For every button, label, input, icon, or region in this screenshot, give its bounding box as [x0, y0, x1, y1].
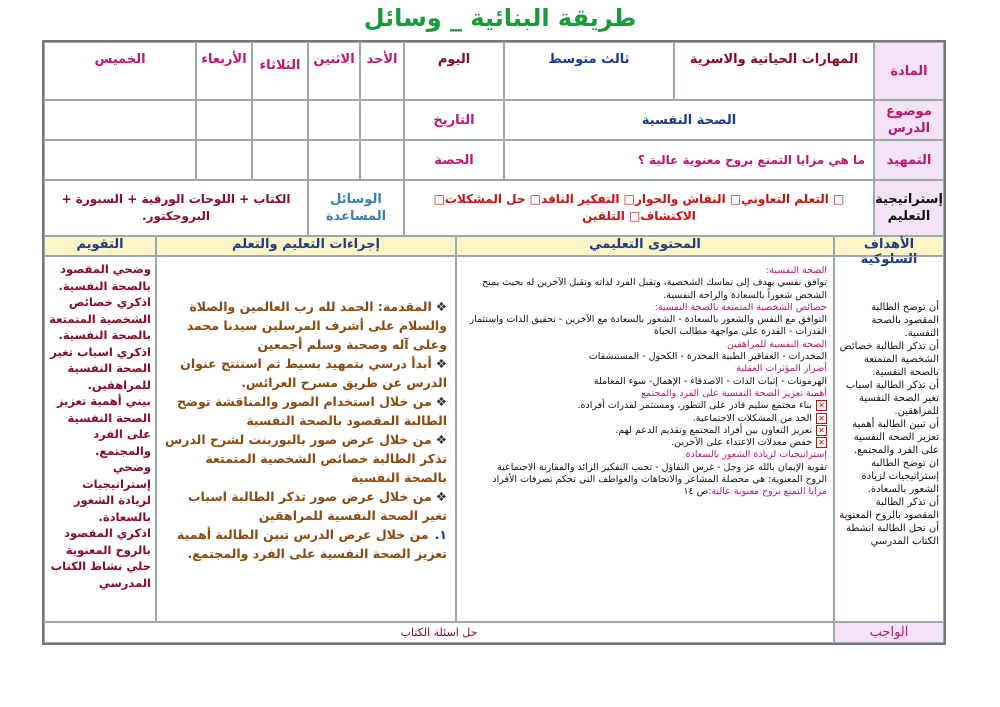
- col-content-header: المحتوى التعليمي: [456, 236, 834, 256]
- content-heading: خصائص الشخصية المتمتعة بالصحة النفسية:: [654, 301, 827, 313]
- evaluation-item: وضحي إستراتيجيات لزيادة الشعور بالسعادة.: [73, 460, 151, 524]
- period-cell-monday: [308, 140, 360, 180]
- lesson-plan-sheet: [42, 40, 946, 645]
- content-list-item: ✕بناء مجتمع سليم قادر على التطور، ومستثمر لقدرات أفراده.: [463, 400, 827, 412]
- diamond-bullet-icon: ❖: [435, 394, 447, 409]
- procedure-item: ❖من خلال عرض صور تذكر الطالبة اسباب تغير الصحة النفسية للمراهقين: [187, 489, 447, 523]
- objective-item: أن تحل الطالبة انشطة الكتاب المدرسي: [845, 523, 939, 547]
- content-list-item: ✕الحد من المشكلات الاجتماعية.: [463, 413, 827, 425]
- content-paragraph: التوافق مع النفس والشعور بالسعادة - الشعور بالسعادة مع الآخرين - تحقيق الذات واستثمار القدرات - القدرة على مواجهة مطالب الحياة: [469, 314, 827, 338]
- objective-item: أن تبين الطالبة أهمية تعزيز الصحة النفسية على الفرد والمجتمع.: [852, 419, 939, 456]
- evaluation-item: اذكري خصائص الشخصية المتمتعة بالصحة النفسية.: [49, 295, 151, 342]
- period-cell-tuesday: [252, 140, 308, 180]
- content-paragraph: الهرمونات - إثبات الذات - الاصدقاء - الإهمال- سوء المعاملة: [593, 375, 827, 387]
- content-paragraph: الروح المعنوية: هي محصلة المشاعر والاتجاهات والعواطف التي تحكم تصرفات الأفراد: [492, 474, 827, 486]
- intro-value: ما هي مزايا التمتع بروح معنوية عالية ؟: [504, 140, 874, 180]
- diamond-bullet-icon: ❖: [435, 356, 447, 371]
- day-wednesday: الأربعاء: [196, 42, 252, 100]
- day-label: اليوم: [404, 42, 504, 100]
- objective-item: أن توضح الطالبة المقصود بالصحة النفسية.: [871, 302, 939, 339]
- homework-value: حل اسئلة الكتاب: [44, 622, 834, 643]
- evaluation-cell: [44, 256, 156, 622]
- checkbox-icon: ✕: [816, 400, 827, 411]
- procedure-item: ❖أبدأ درسي بتمهيد بسيط ثم استنتج عنوان الدرس عن طريق مسرح العرائس.: [180, 356, 447, 390]
- evaluation-item: بيني أهمية تعزيز الصحة النفسية على الفرد والمجتمع.: [56, 394, 151, 458]
- diamond-bullet-icon: ❖: [435, 489, 447, 504]
- col-evaluation-header: التقويم: [44, 236, 156, 256]
- date-label: التاريخ: [404, 100, 504, 140]
- aids-value: الكتاب + اللوحات الورقية + السبورة + البروجكتور.: [44, 180, 308, 236]
- day-monday: الاثنين: [308, 42, 360, 100]
- objective-item: أن تذكر الطالبة المقصود بالروح المعنوية: [839, 497, 939, 521]
- procedure-item: ١.من خلال عرض الدرس تبين الطالبة أهمية تعزيز الصحة النفسية على الفرد والمجتمع.: [177, 527, 447, 561]
- objective-item: أن تذكر الطالبة خصائص الشخصية المتمتعة بالصحة النفسية.: [839, 341, 939, 378]
- procedure-item: ❖من خلال استخدام الصور والمناقشة توضح الطالبة المقصود بالصحة النفسية: [176, 394, 447, 428]
- topic-value: الصحة النفسية: [504, 100, 874, 140]
- evaluation-item: اذكري اسباب تغير الصحة النفسية للمراهقين.: [50, 344, 151, 392]
- content-paragraph: مزايا التمتع بروح معنوية عالية:ص ١٤: [683, 486, 827, 498]
- evaluation-item: وضحي المقصود بالصحة النفسية.: [58, 262, 151, 293]
- day-tuesday: الثلاثاء: [252, 42, 308, 100]
- period-cell-wednesday: [196, 140, 252, 180]
- period-cell-sunday: [360, 140, 404, 180]
- evaluation-item: اذكري المقصود بالروح المعنوية: [64, 526, 151, 557]
- topic-label: موضوع الدرس: [874, 100, 944, 140]
- procedure-item: ❖من خلال عرض صور بالبوربنت لشرح الدرس تذكر الطالبة خصائص الشخصية المتمتعة بالصحة النفسية: [165, 432, 447, 485]
- period-cell-thursday: [44, 140, 196, 180]
- evaluation-item: حلي نشاط الكتاب المدرسي: [50, 559, 151, 590]
- content-paragraph: توافق نفسي يهدف إلى تماسك الشخصية، وتقبل الفرد لذاته وتقبل الآخرين له بحيث يمنح الشخص شعوراً بالسعادة والراحة النفسية.: [482, 277, 827, 301]
- subject-value: المهارات الحياتية والاسرية: [674, 42, 874, 100]
- diamond-bullet-icon: ❖: [435, 299, 447, 314]
- content-list-item: ✕خفض معدلات الاعتداء على الآخرين.: [463, 437, 827, 449]
- checkbox-icon: ✕: [816, 413, 827, 424]
- grade-value: ثالث متوسط: [504, 42, 674, 100]
- procedures-cell: [156, 256, 456, 622]
- intro-label: التمهيد: [874, 140, 944, 180]
- objective-item: أن تذكر الطالبة اسباب تغير الصحة النفسية للمراهقين.: [845, 380, 939, 417]
- period-label: الحصة: [404, 140, 504, 180]
- date-cell-tuesday: [252, 100, 308, 140]
- content-paragraph: تقوية الإيمان بالله عز وجل - غرس التفاؤل - تجنب التفكير الزائد والمقارنة الاجتماعية: [497, 461, 827, 473]
- col-procedures-header: إجراءات التعليم والتعلم: [156, 236, 456, 256]
- content-cell: [456, 256, 834, 622]
- checkbox-icon: ✕: [816, 425, 827, 436]
- content-heading: الصحة النفسية:: [766, 265, 827, 276]
- page-title: طريقة البنائية _ وسائل: [363, 4, 637, 32]
- content-heading: أضرار المؤثرات العقلية: [736, 363, 827, 375]
- date-cell-wednesday: [196, 100, 252, 140]
- day-sunday: الأحد: [360, 42, 404, 100]
- objective-item: ان توضح الطالبة إستراتيجيات لزيادة الشعور بالسعادة.: [861, 458, 939, 495]
- content-list-item: ✕تعزيز التعاون بين أفراد المجتمع وتقديم الدعم لهم.: [463, 425, 827, 437]
- content-paragraph: المخدرات - العقاقير الطبية المخدرة - الكحول - المستنشقات: [588, 351, 827, 363]
- strategy-options: □ التعلم التعاوني□ النقاش والحوار□ التفكير الناقد□ حل المشكلات□ الاكتشاف□ التلقين: [404, 180, 874, 236]
- diamond-bullet-icon: ❖: [435, 432, 447, 447]
- date-cell-thursday: [44, 100, 196, 140]
- col-objectives-header: الأهداف السلوكية: [834, 236, 944, 256]
- content-heading: إستراتيجيات لزيادة الشعور بالسعادة: [685, 449, 827, 461]
- subject-label: المادة: [874, 42, 944, 100]
- aids-label: الوسائل المساعدة: [308, 180, 404, 236]
- date-cell-monday: [308, 100, 360, 140]
- date-cell-sunday: [360, 100, 404, 140]
- content-heading: الصحة النفسية للمراهقين: [726, 338, 827, 350]
- objectives-cell: [834, 256, 944, 622]
- day-thursday: الخميس: [44, 42, 196, 100]
- procedure-item: ❖المقدمة: الحمد لله رب العالمين والصلاة والسلام على أشرف المرسلين سيدنا محمد وعلى آله وصحبة وسلم أجمعين: [186, 299, 447, 352]
- checkbox-icon: ✕: [816, 437, 827, 448]
- content-heading: أهمية تعزيز الصحة النفسية على الفرد والمجتمع: [641, 387, 827, 399]
- strategy-label: إستراتيجية التعليم: [874, 180, 944, 236]
- homework-label: الواجب: [834, 622, 944, 643]
